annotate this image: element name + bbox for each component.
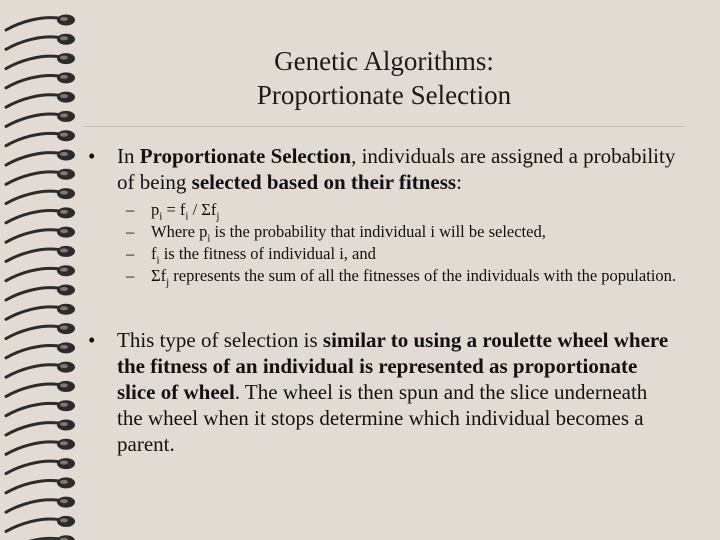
binding-ring [6, 458, 75, 474]
bullet-1-text: In Proportionate Selection, individuals are assigned a probability of being selected based on their fitness: [117, 144, 676, 194]
sub-item-fitness: – $f_i$ is the fitness of individual i, and [126, 244, 376, 267]
spiral-binding-icon [0, 0, 80, 540]
binding-ring [6, 342, 75, 358]
bold-term: Proportionate Selection [139, 144, 352, 168]
slide-title [84, 44, 684, 112]
bullet-2 [88, 327, 678, 457]
binding-ring [6, 72, 75, 88]
binding-ring [6, 53, 75, 68]
binding-ring [6, 477, 75, 493]
binding-ring [6, 516, 75, 532]
binding-ring [6, 188, 75, 204]
binding-ring [6, 246, 75, 261]
binding-ring [6, 92, 75, 108]
binding-ring [6, 535, 75, 540]
binding-ring [6, 323, 75, 339]
bullet-marker: • [88, 144, 96, 168]
binding-ring [6, 497, 75, 513]
sub-list [126, 199, 686, 287]
bullet-2-text: This type of selection is similar to using a roulette wheel where the fitness of an individual is represented as proportionate slice of wheel. The wheel is then spun and the slice underneath the wheel when it stops determine which individual becomes a parent. [117, 328, 669, 456]
bullet-marker: • [88, 328, 96, 352]
binding-ring [6, 169, 75, 185]
title-line-1: Genetic Algorithms: [274, 46, 494, 76]
title-divider [84, 126, 684, 127]
title-line-2: Proportionate Selection [256, 80, 512, 110]
bold-term: selected based on their fitness [191, 170, 457, 194]
binding-ring [6, 381, 75, 397]
binding-ring [6, 111, 75, 127]
binding-ring [6, 130, 75, 146]
binding-ring [6, 439, 75, 455]
binding-ring [6, 362, 75, 378]
binding-ring [6, 150, 75, 166]
sub-item-where: – Where $p_i$ is the probability that individual i will be selected, [126, 222, 546, 245]
binding-ring [6, 227, 75, 243]
sub-item-sum: – $\Sigma f_j$ represents the sum of all the fitnesses of the individuals with the population. [126, 266, 676, 289]
bullet-1 [88, 143, 678, 195]
binding-ring [6, 265, 75, 281]
binding-ring [6, 207, 75, 223]
binding-ring [6, 304, 75, 320]
binding-ring [6, 420, 75, 436]
sub-item-formula: – $p_i = f_i / \Sigma f_j$ [126, 200, 220, 223]
binding-ring [6, 34, 75, 50]
binding-ring [6, 400, 75, 416]
bold-term: similar to using a roulette wheel where the fitness of an individual is represented as proportionate slice of wheel [117, 328, 669, 404]
binding-ring [6, 285, 75, 301]
binding-ring [6, 15, 75, 31]
